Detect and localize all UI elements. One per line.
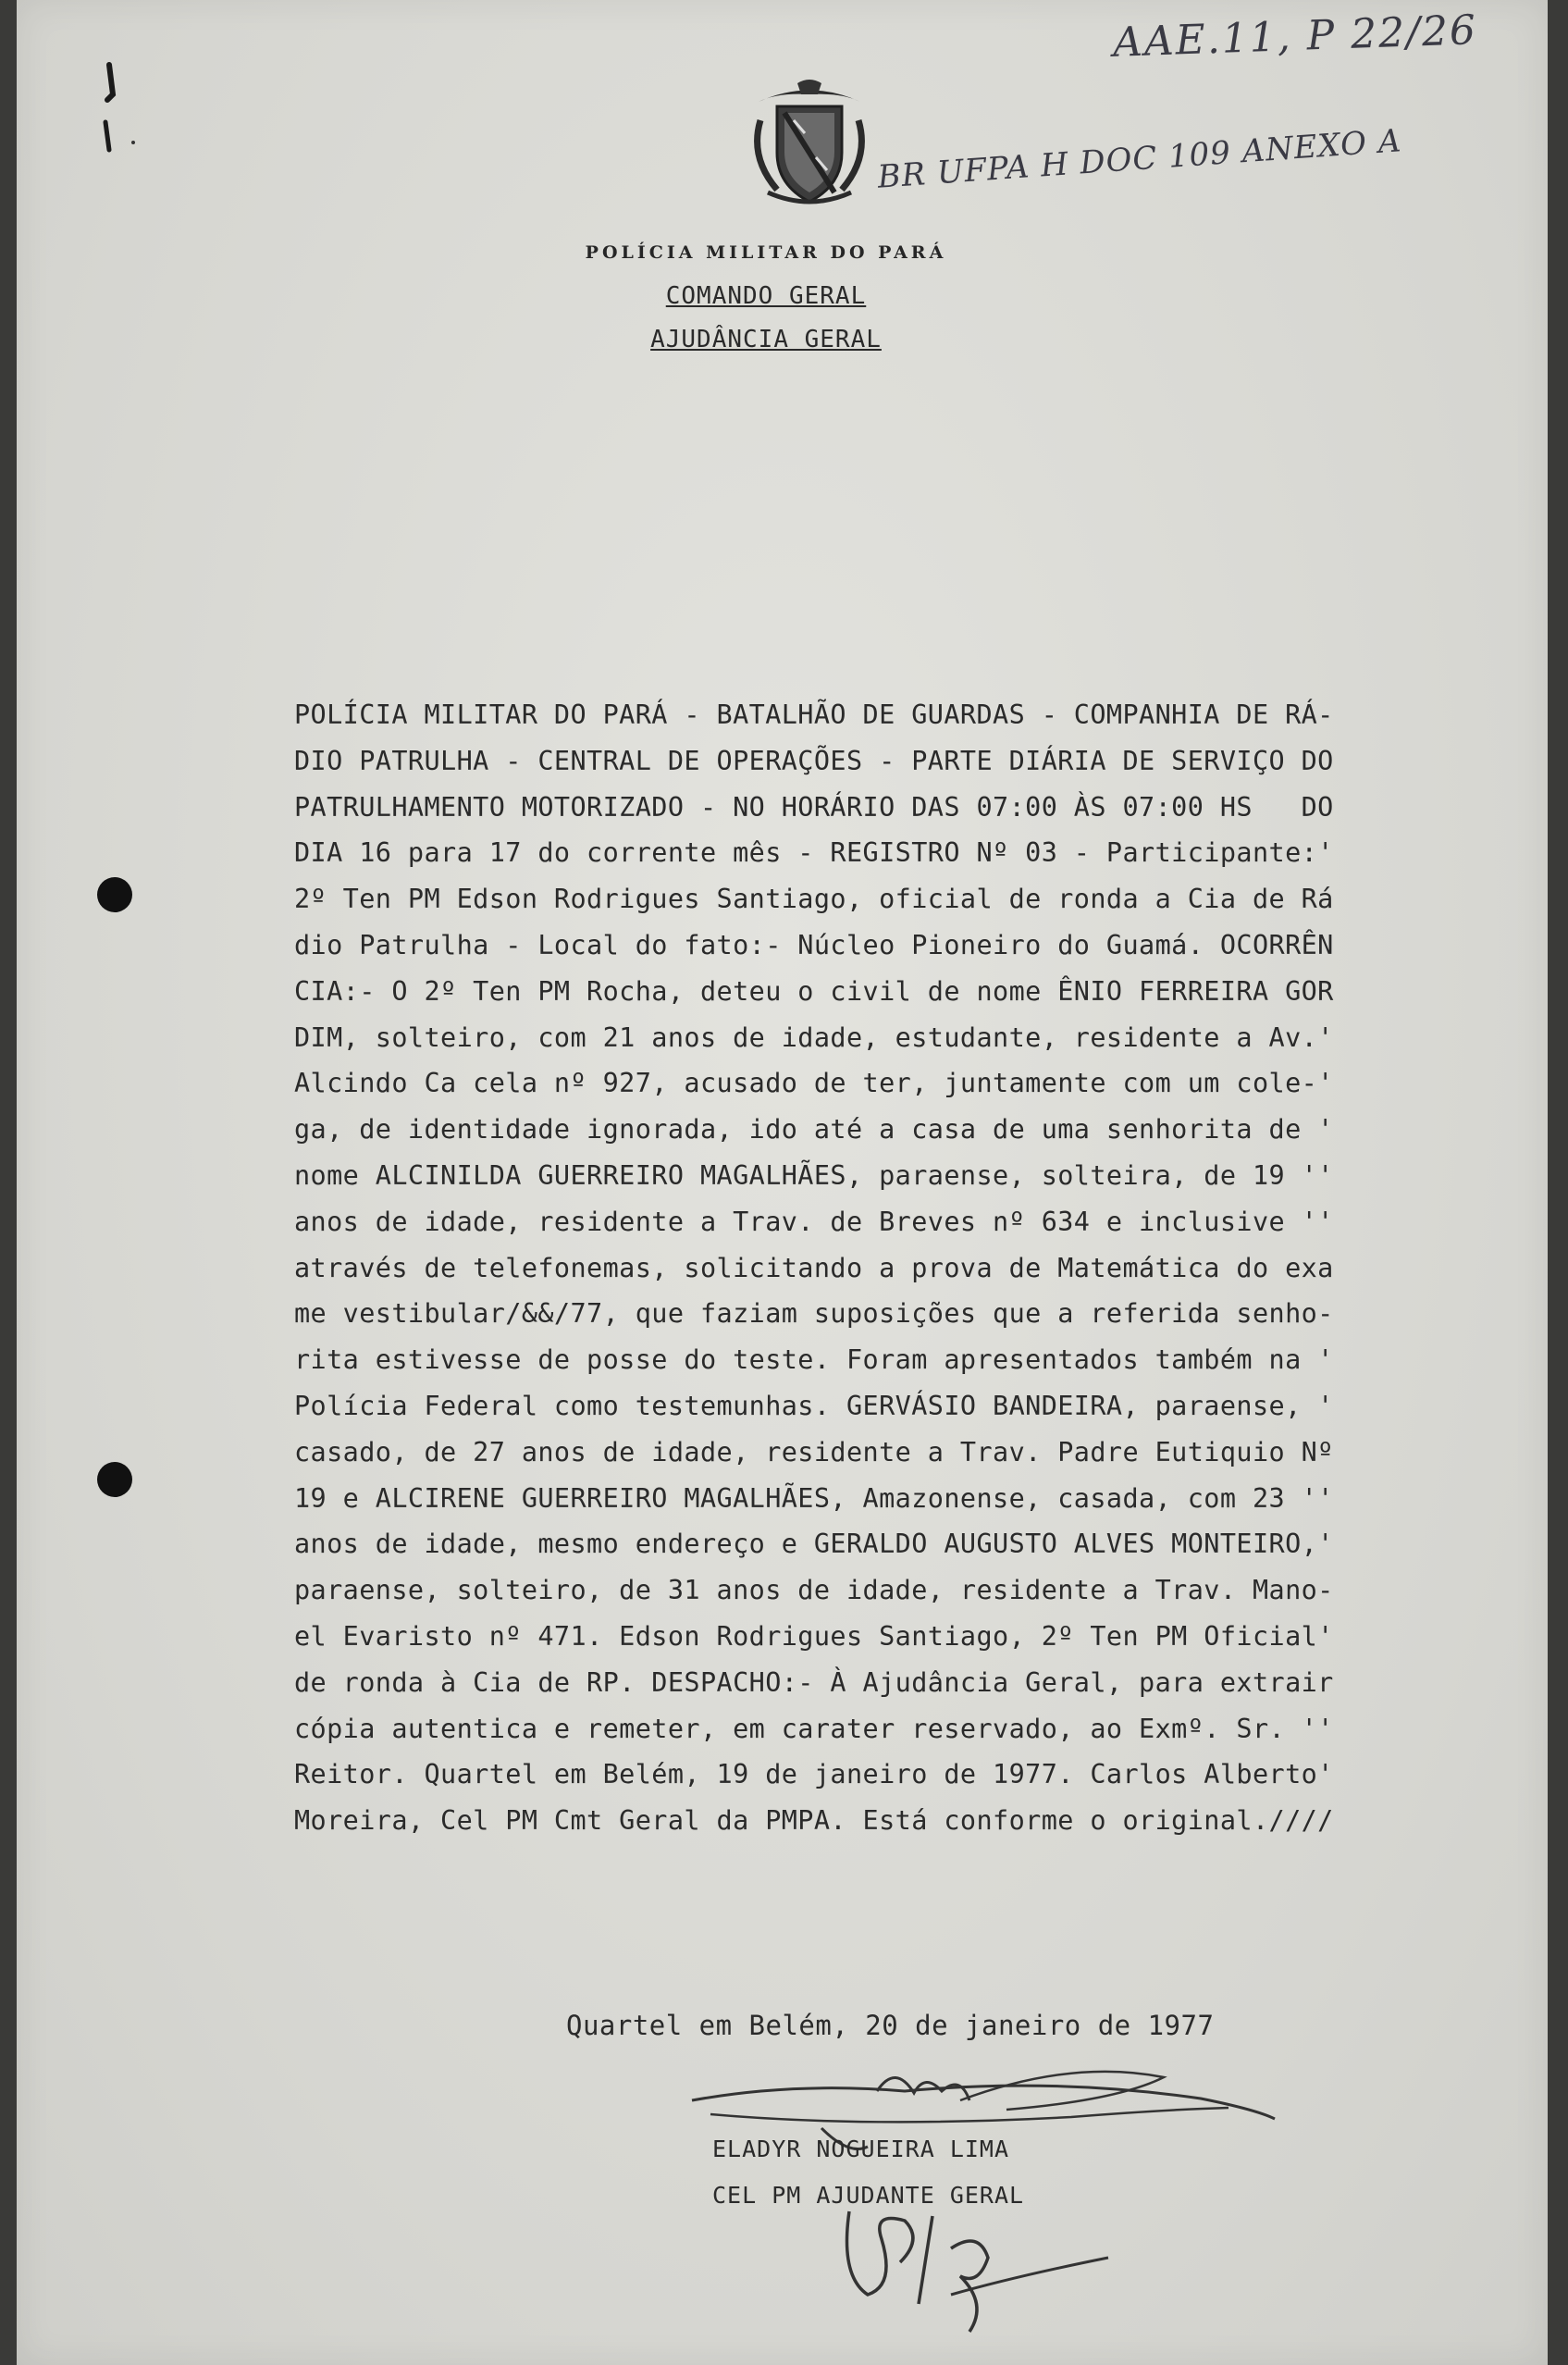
body-line: el Evaristo nº 471. Edson Rodrigues Santiago, 2º Ten PM Oficial': [294, 1620, 1334, 1652]
body-line: através de telefonemas, solicitando a prova de Matemática do exa: [294, 1252, 1334, 1283]
ink-mark: [96, 57, 142, 159]
signatory-name: ELADYR NOGUEIRA LIMA: [712, 2136, 1010, 2162]
report-body: [294, 692, 1497, 1844]
body-line: paraense, solteiro, de 31 anos de idade, residente a Trav. Mano-: [294, 1575, 1334, 1606]
archive-reference: AAE.11, P 22/26: [1112, 6, 1478, 67]
body-line: 19 e ALCIRENE GUERREIRO MAGALHÃES, Amazonense, casada, com 23 '': [294, 1482, 1334, 1514]
punch-hole: [97, 877, 132, 912]
body-line: DIM, solteiro, com 21 anos de idade, estudante, residente a Av.': [294, 1022, 1334, 1053]
body-line: ga, de identidade ignorada, ido até a casa de uma senhorita de ': [294, 1114, 1334, 1145]
body-line: CIA:- O 2º Ten PM Rocha, deteu o civil de nome ÊNIO FERREIRA GOR: [294, 975, 1334, 1007]
body-line: PATRULHAMENTO MOTORIZADO - NO HORÁRIO DAS 07:00 ÀS 07:00 HS DO: [294, 791, 1334, 823]
police-crest-emblem: [740, 74, 879, 213]
body-line: dio Patrulha - Local do fato:- Núcleo Pioneiro do Guamá. OCORRÊN: [294, 929, 1334, 960]
body-line: Polícia Federal como testemunhas. GERVÁSIO BANDEIRA, paraense, ': [294, 1390, 1334, 1421]
body-line: me vestibular/&&/77, que faziam suposições que a referida senho-: [294, 1298, 1334, 1330]
body-line: Moreira, Cel PM Cmt Geral da PMPA. Está conforme o original.////: [294, 1805, 1334, 1837]
punch-hole: [97, 1462, 132, 1497]
body-line: POLÍCIA MILITAR DO PARÁ - BATALHÃO DE GUARDAS - COMPANHIA DE RÁ-: [294, 700, 1334, 730]
body-line: Alcindo Ca cela nº 927, acusado de ter, juntamente com um cole-': [294, 1068, 1334, 1099]
body-line: rita estivesse de posse do teste. Foram apresentados também na ': [294, 1344, 1334, 1376]
body-line: nome ALCINILDA GUERREIRO MAGALHÃES, paraense, solteira, de 19 '': [294, 1159, 1334, 1191]
archive-doc-note: BR UFPA H DOC 109 ANEXO A: [876, 122, 1403, 196]
body-line: anos de idade, residente a Trav. de Breves nº 634 e inclusive '': [294, 1206, 1334, 1237]
document-page: [17, 0, 1548, 2365]
body-line: DIO PATRULHA - CENTRAL DE OPERAÇÕES - PARTE DIÁRIA DE SERVIÇO DO: [294, 745, 1334, 776]
body-line: cópia autentica e remeter, em carater reservado, ao Exmº. Sr. '': [294, 1713, 1334, 1744]
body-line: 2º Ten PM Edson Rodrigues Santiago, oficial de ronda a Cia de Rá: [294, 884, 1334, 915]
signatory-title: CEL PM AJUDANTE GERAL: [712, 2182, 1025, 2209]
department-adjutancy: AJUDÂNCIA GERAL: [650, 326, 882, 353]
body-line: anos de idade, mesmo endereço e GERALDO AUGUSTO ALVES MONTEIRO,': [294, 1529, 1334, 1560]
closing-place-date: Quartel em Belém, 20 de janeiro de 1977: [566, 2010, 1215, 2041]
body-line: Reitor. Quartel em Belém, 19 de janeiro de 1977. Carlos Alberto': [294, 1759, 1334, 1790]
organization-name: POLÍCIA MILITAR DO PARÁ: [585, 242, 947, 263]
body-line: casado, de 27 anos de idade, residente a Trav. Padre Eutiquio Nº: [294, 1436, 1334, 1467]
body-line: DIA 16 para 17 do corrente mês - REGISTRO Nº 03 - Participante:': [294, 837, 1334, 869]
scan-edge: [1548, 0, 1568, 2365]
department-command: COMANDO GERAL: [665, 282, 867, 310]
body-line: de ronda à Cia de RP. DESPACHO:- À Ajudância Geral, para extrair: [294, 1666, 1334, 1698]
